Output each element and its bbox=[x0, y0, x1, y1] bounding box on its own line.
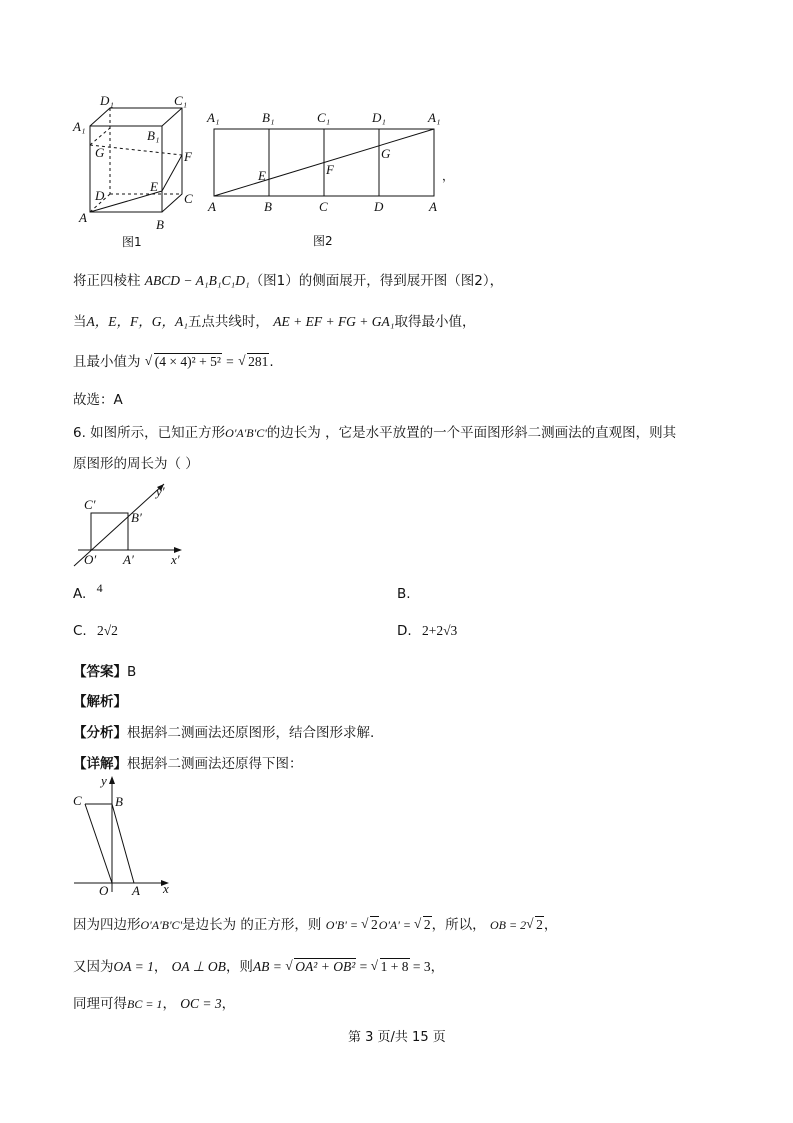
option-B[interactable]: B. bbox=[397, 586, 411, 602]
top-label-4: D₁ bbox=[372, 110, 386, 125]
fig3-label-O: O bbox=[99, 883, 109, 897]
fig6-label-B: B′ bbox=[131, 510, 142, 525]
q6-figure bbox=[72, 480, 192, 570]
top-label-2: B₁ bbox=[262, 110, 275, 125]
label-B1: B₁ bbox=[147, 128, 160, 143]
bottom-label-5: A bbox=[429, 199, 437, 214]
bottom-label-3: C bbox=[319, 199, 328, 214]
fig6-label-C: C′ bbox=[84, 497, 96, 512]
label-D1: D₁ bbox=[100, 93, 114, 108]
label-F: F bbox=[184, 149, 192, 164]
point-F: F bbox=[326, 162, 334, 177]
restored-figure bbox=[68, 772, 178, 897]
point-G: G bbox=[381, 146, 391, 161]
fig6-label-y: y′ bbox=[156, 484, 165, 499]
solution-line-3: 且最小值为 √ (4 × 4)² + 5² = √ 281. bbox=[73, 350, 274, 370]
bottom-label-1: A bbox=[208, 199, 216, 214]
derivation-line-2: 又因为OA = 1， OA ⊥ OB，则AB = √ OA² + OB² = √ 1 + 8 = 3， bbox=[73, 955, 444, 975]
label-G: G bbox=[95, 145, 105, 160]
option-A[interactable]: A. 4 bbox=[73, 581, 103, 602]
figure-2-unfolded bbox=[200, 108, 470, 253]
top-label-3: C₁ bbox=[317, 110, 331, 125]
bottom-label-2: B bbox=[264, 199, 272, 214]
answer-tag-line: 【答案】B bbox=[73, 664, 137, 680]
derivation-line-1: 因为四边形O'A'B'C'是边长为 的正方形，则 O'B' = √ 2O'A' = √ 2，所以， OB = 2√ 2， bbox=[73, 913, 557, 933]
fig6-label-A: A′ bbox=[123, 552, 134, 567]
fenxi-line: 【分析】根据斜二测画法还原图形，结合图形求解. bbox=[73, 725, 375, 741]
top-label-5: A₁ bbox=[428, 110, 441, 125]
figure-2-caption: 图2 bbox=[313, 234, 333, 248]
trailing-comma: ， bbox=[442, 169, 455, 183]
label-B: B bbox=[156, 217, 164, 232]
figure-1-prism bbox=[70, 88, 205, 253]
label-A: A bbox=[79, 210, 87, 225]
label-D: D bbox=[95, 188, 105, 203]
top-label-1: A₁ bbox=[207, 110, 220, 125]
option-D[interactable]: D. 2+2√3 bbox=[397, 623, 458, 639]
answer-5: 故选：A bbox=[73, 392, 123, 408]
label-E: E bbox=[150, 179, 158, 194]
q6-stem-line-2: 原图形的周长为（ ） bbox=[73, 456, 199, 472]
label-C1: C₁ bbox=[174, 93, 188, 108]
solution-line-1: 将正四棱柱 ABCD − A₁B₁C₁D₁（图1）的侧面展开，得到展开图（图2）， bbox=[73, 273, 504, 289]
option-C[interactable]: C. 2√2 bbox=[73, 623, 118, 639]
bottom-label-4: D bbox=[374, 199, 384, 214]
fig3-label-y: y bbox=[101, 773, 107, 788]
fig3-label-C: C bbox=[73, 793, 82, 808]
fig6-label-O: O′ bbox=[84, 552, 97, 567]
detail-line: 【详解】根据斜二测画法还原得下图： bbox=[73, 756, 303, 772]
derivation-line-3: 同理可得BC = 1， OC = 3， bbox=[73, 996, 236, 1012]
solution-line-2: 当A，E，F，G，A₁五点共线时， AE + EF + FG + GA₁取得最小值， bbox=[73, 314, 476, 330]
fig6-label-x: x′ bbox=[171, 552, 180, 567]
label-C: C bbox=[184, 191, 193, 206]
q6-stem-line-1: 6. 如图所示，已知正方形O'A'B'C'的边长为 ，它是水平放置的一个平面图形斜二测画法的直观图，则其 bbox=[73, 425, 677, 441]
min-value-radical: √ (4 × 4)² + 5² bbox=[145, 354, 222, 370]
analysis-tag: 【解析】 bbox=[73, 694, 127, 710]
figure-1-caption: 图1 bbox=[122, 235, 142, 249]
fig3-label-x: x bbox=[163, 881, 169, 896]
label-A1: A₁ bbox=[73, 119, 86, 134]
point-E: E bbox=[258, 168, 266, 183]
fig3-label-B: B bbox=[115, 794, 123, 809]
page-footer: 第 3 页/共 15 页 bbox=[348, 1030, 446, 1045]
fig3-label-A: A bbox=[132, 883, 140, 897]
prism-name: ABCD − A₁B₁C₁D₁ bbox=[144, 273, 250, 288]
